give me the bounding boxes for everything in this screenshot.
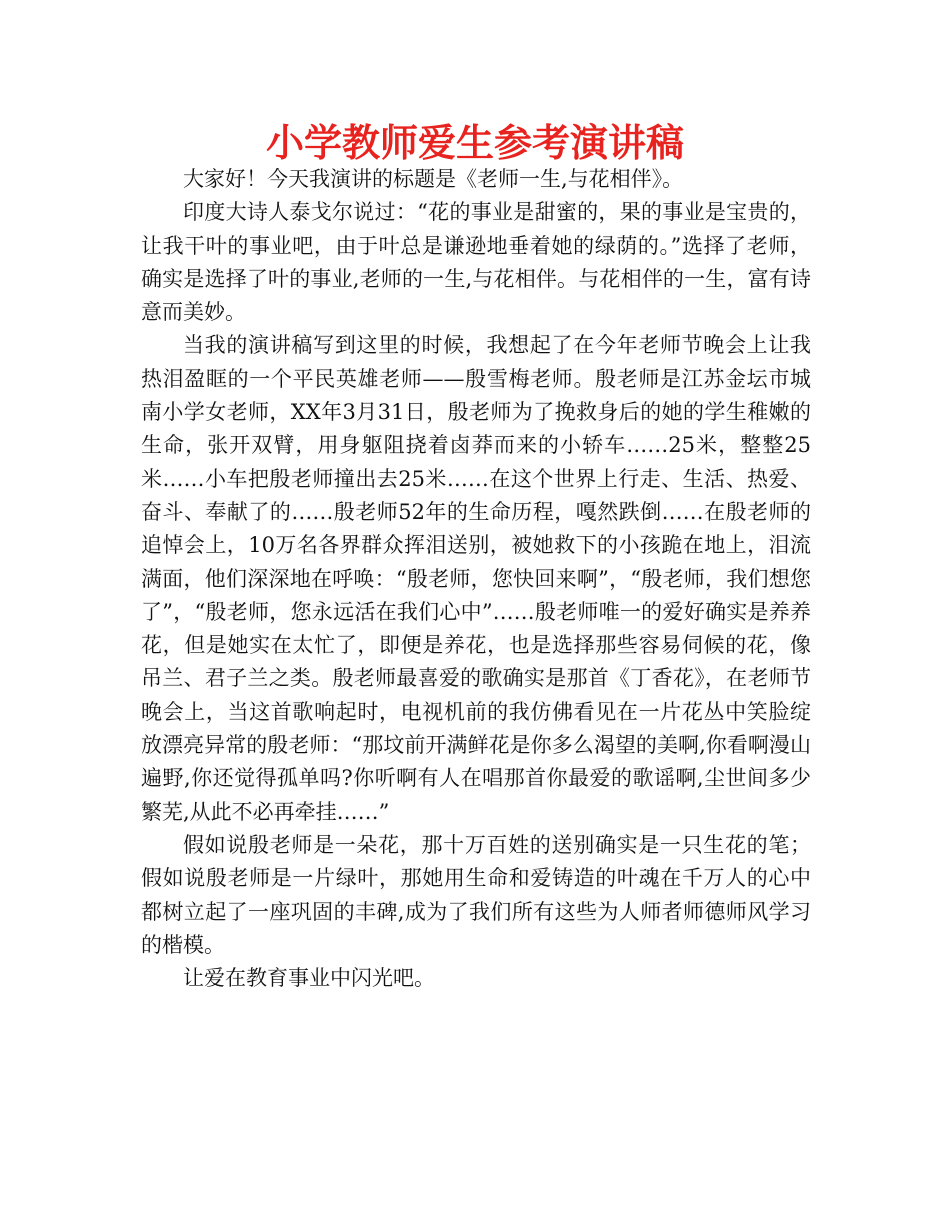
paragraph-greeting: 大家好！今天我演讲的标题是《老师一生,与花相伴》。: [183, 167, 684, 191]
paragraph-teacher-story: 当我的演讲稿写到这里的时候，我想起了在今年老师节晚会上让我热泪盈眶的一个平民英雄老师——殷雪梅老师。殷老师是江苏金坛市城南小学女老师，XX年3月31日，殷老师为了挽救身后的她的学生稚嫩的生命，张开双臂，用身躯阻挠着卤莽而来的小轿车……25米，整整25米……小车把殷老师撞出去25米……在这个世界上行走、生活、热爱、奋斗、奉献了的……殷老师52年的生命历程，嘎然跌倒……在殷老师的追悼会上，10万名各界群众挥泪送别，被她救下的小孩跪在地上，泪流满面，他们深深地在呼唤：“殷老师，您快回来啊”，“殷老师，我们想您了”，“殷老师，您永远活在我们心中”……殷老师唯一的爱好确实是养养花，但是她实在太忙了，即便是养花，也是选择那些容易伺候的花，像吊兰、君子兰之类。殷老师最喜爱的歌确实是那首《丁香花》，在老师节晚会上，当这首歌响起时，电视机前的我仿佛看见在一片花丛中笑脸绽放漂亮异常的殷老师：“那坟前开满鲜花是你多么渴望的美啊,你看啊漫山遍野,你还觉得孤单吗?你听啊有人在唱那首你最爱的歌谣啊,尘世间多少繁芜,从此不必再牵挂……”: [141, 333, 811, 824]
paragraph-closing: 让爱在教育事业中闪光吧。: [183, 966, 435, 991]
speech-body: [141, 163, 811, 995]
paragraph-metaphor: 假如说殷老师是一朵花，那十万百姓的送别确实是一只生花的笔；假如说殷老师是一片绿叶，那她用生命和爱铸造的叶魂在千万人的心中都树立起了一座巩固的丰碑,成为了我们所有这些为人师者师德师风学习的楷模。: [141, 832, 811, 957]
paragraph-tagore-quote: 印度大诗人泰戈尔说过：“花的事业是甜蜜的，果的事业是宝贵的，让我干叶的事业吧，由于叶总是谦逊地垂着她的绿荫的。”选择了老师，确实是选择了叶的事业,老师的一生,与花相伴。与花相伴的一生，富有诗意而美妙。: [141, 200, 811, 325]
page-title: 小学教师爱生参考演讲稿: [265, 121, 684, 165]
